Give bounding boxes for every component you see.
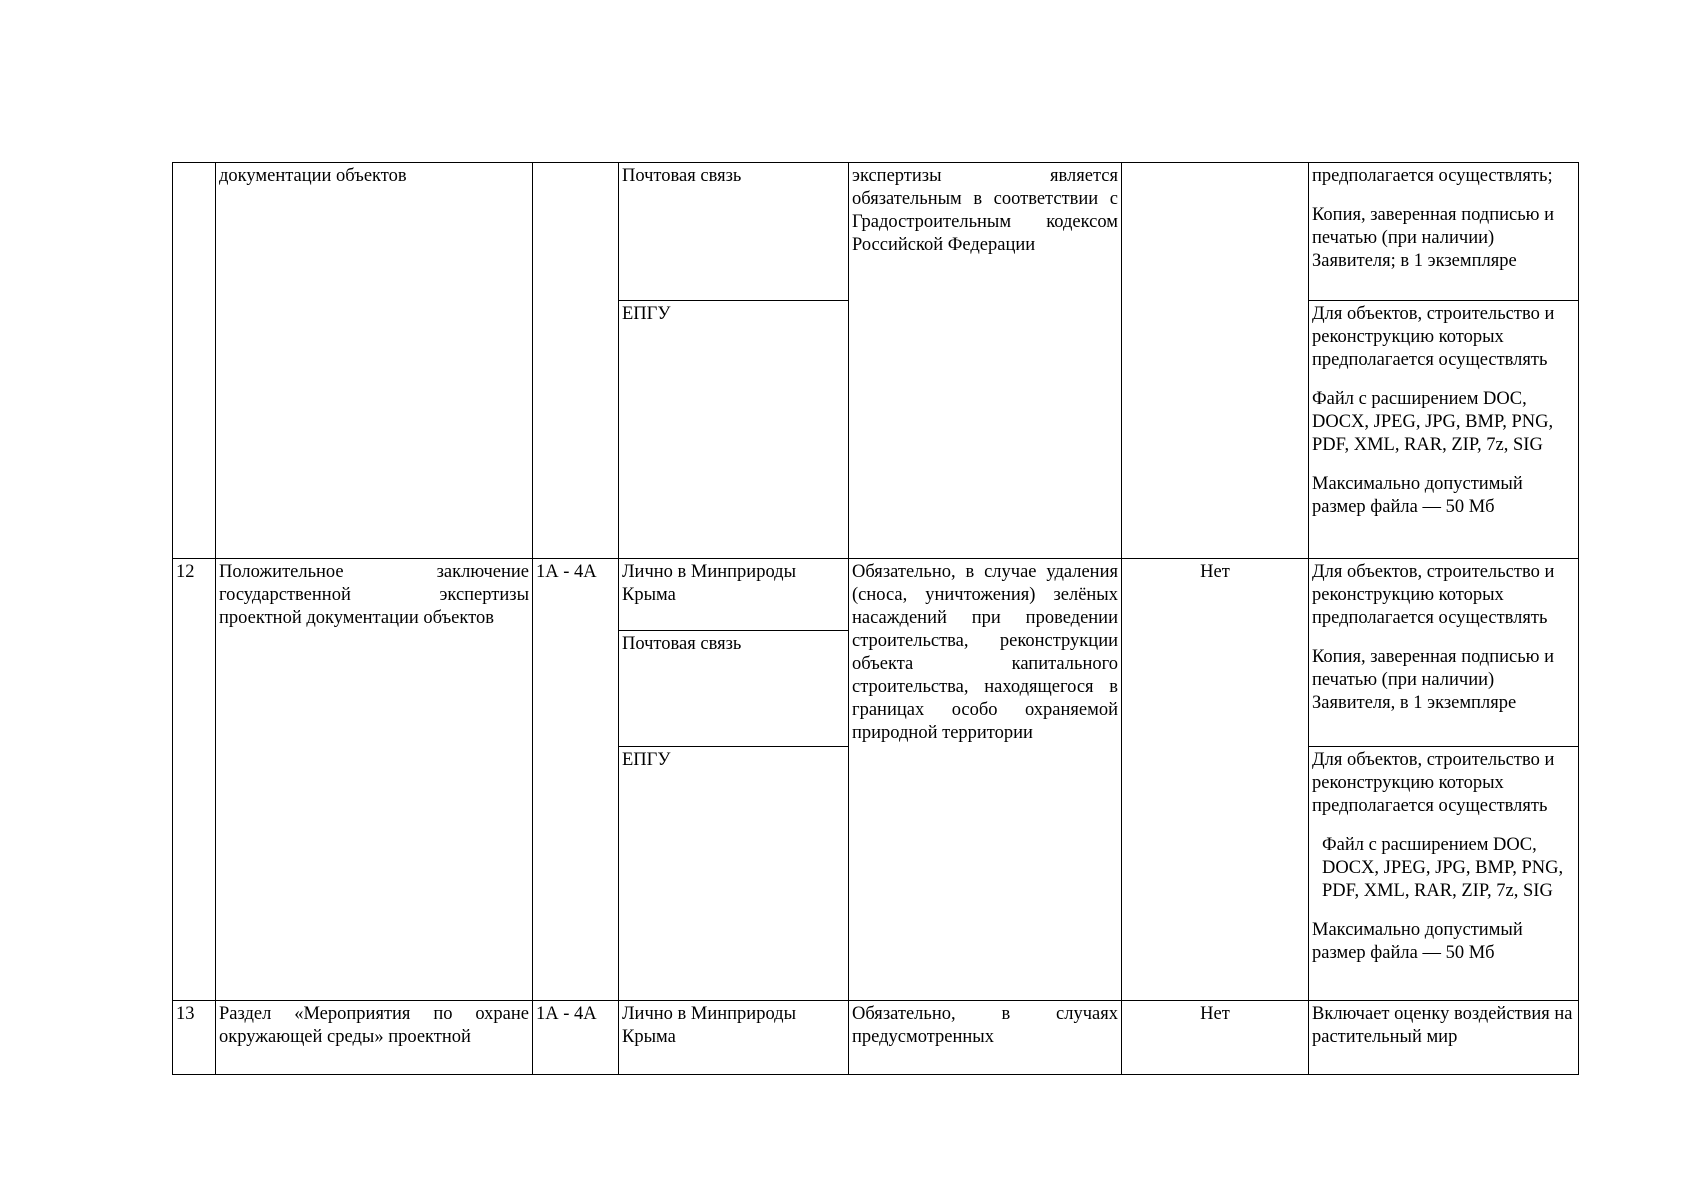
table-row (173, 559, 1579, 631)
requirement-text: Для объектов, строительство и реконструкцию которых предполагается осуществлять (1312, 304, 1555, 370)
submission-channel-cell: Лично в Минприроды Крыма (619, 559, 849, 631)
condition-cell: экспертизы является обязательным в соответствии с Градостроительным кодексом Российской Федерации (849, 163, 1122, 559)
row-number-cell (173, 163, 216, 559)
document-name-cell: Раздел «Мероприятия по охране окружающей среды» проектной (216, 1001, 533, 1075)
requirements-cell (1309, 301, 1579, 559)
requirements-cell (1309, 163, 1579, 301)
requirement-text: Файл с расширением DOC, DOCX, JPEG, JPG, BMP, PNG, PDF, XML, RAR, ZIP, 7z, SIG (1312, 389, 1554, 455)
condition-cell: Обязательно, в случае удаления (сноса, уничтожения) зелёных насаждений при проведении строительства, реконструкции объекта капитального строительства, находящегося в границах особо охраняемой природной территории (849, 559, 1122, 1001)
requirements-cell (1309, 747, 1579, 1001)
flag-cell (1122, 163, 1309, 559)
flag-cell: Нет (1122, 559, 1309, 1001)
requirements-cell (1309, 1001, 1579, 1075)
requirement-text: Максимально допустимый размер файла — 50 Мб (1312, 474, 1523, 517)
submission-channel-cell: Почтовая связь (619, 631, 849, 747)
row-number-cell: 12 (173, 559, 216, 1001)
category-code-cell (533, 163, 619, 559)
table-row (173, 1001, 1579, 1075)
condition-cell: Обязательно, в случаях предусмотренных (849, 1001, 1122, 1075)
submission-channel-cell: ЕПГУ (619, 747, 849, 1001)
submission-channel-cell: ЕПГУ (619, 301, 849, 559)
requirement-text: Для объектов, строительство и реконструкцию которых предполагается осуществлять (1312, 562, 1555, 628)
flag-cell: Нет (1122, 1001, 1309, 1075)
document-name-cell: Положительное заключение государственной экспертизы проектной документации объектов (216, 559, 533, 1001)
requirement-text: предполагается осуществлять; (1312, 166, 1553, 186)
submission-channel-cell: Лично в Минприроды Крыма (619, 1001, 849, 1075)
requirement-text: Для объектов, строительство и реконструкцию которых предполагается осуществлять (1312, 750, 1555, 816)
requirement-text: Копия, заверенная подписью и печатью (при наличии) Заявителя, в 1 экземпляре (1312, 647, 1555, 713)
row-number-cell: 13 (173, 1001, 216, 1075)
documents-table (172, 162, 1579, 1075)
requirement-text: Копия, заверенная подписью и печатью (при наличии) Заявителя; в 1 экземпляре (1312, 205, 1555, 271)
requirement-text: Максимально допустимый размер файла — 50 Мб (1312, 920, 1523, 963)
document-name-cell: документации объектов (216, 163, 533, 559)
requirements-cell (1309, 559, 1579, 747)
submission-channel-cell: Почтовая связь (619, 163, 849, 301)
category-code-cell: 1А - 4А (533, 559, 619, 1001)
category-code-cell: 1А - 4А (533, 1001, 619, 1075)
requirement-text: Включает оценку воздействия на растительный мир (1312, 1004, 1573, 1047)
table-row (173, 163, 1579, 301)
requirement-text: Файл с расширением DOC, DOCX, JPEG, JPG, BMP, PNG, PDF, XML, RAR, ZIP, 7z, SIG (1322, 835, 1564, 901)
